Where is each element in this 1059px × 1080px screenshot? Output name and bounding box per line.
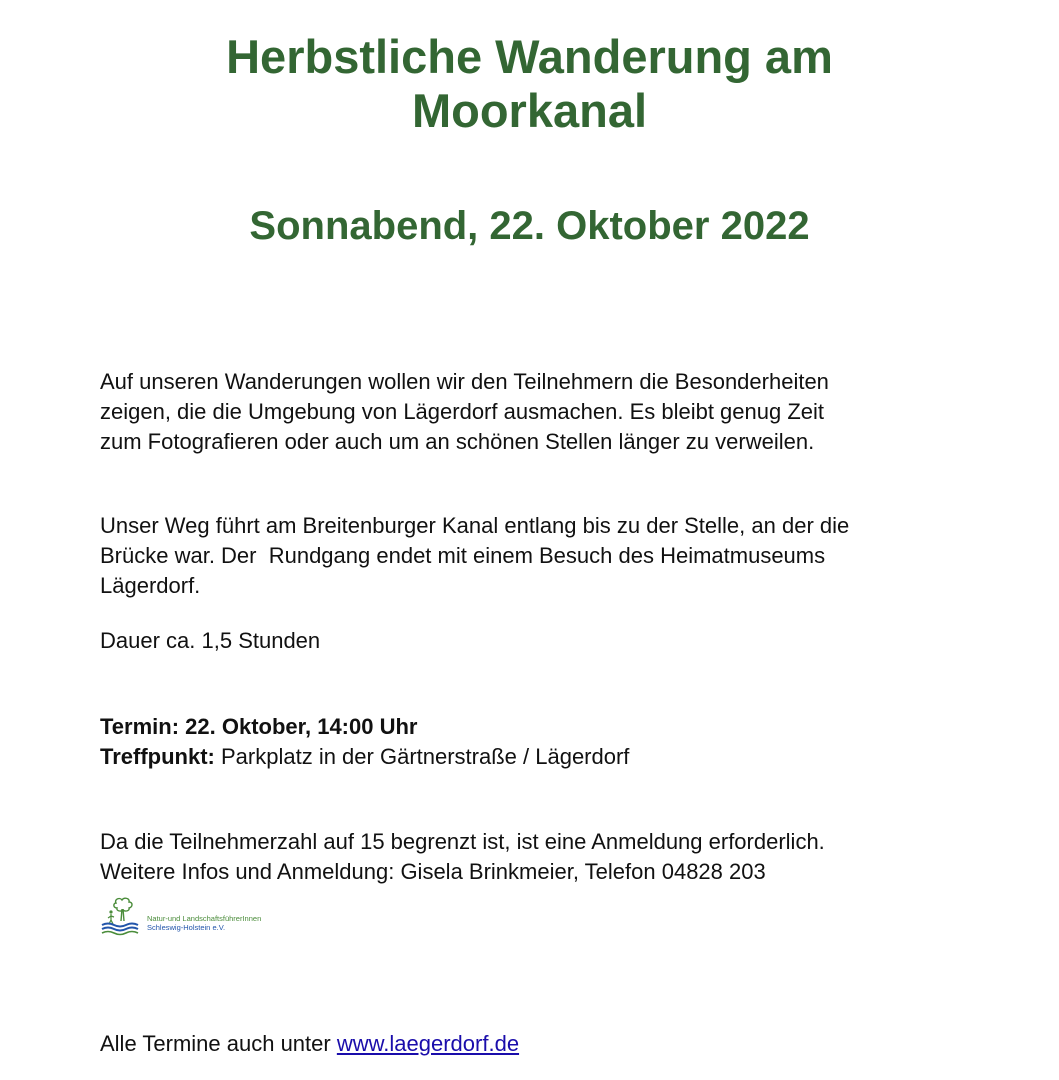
treffpunkt-label: Treffpunkt: — [100, 744, 215, 769]
logo-text-line-1: Natur-und LandschaftsführerInnen — [147, 914, 262, 923]
termin-line: Termin: 22. Oktober, 14:00 Uhr — [100, 714, 418, 739]
organization-logo — [100, 897, 280, 937]
logo-text-line-2: Schleswig-Holstein e.V. — [147, 923, 226, 932]
registration-paragraph — [100, 827, 980, 887]
intro-line-2: zeigen, die die Umgebung von Lägerdorf ausmachen. Es bleibt genug Zeit — [100, 399, 825, 424]
page-title — [0, 30, 1059, 138]
footer-prefix: Alle Termine auch unter — [100, 1031, 337, 1056]
appointment-block — [100, 712, 980, 772]
intro-line-3: zum Fotografieren oder auch um an schönen Stellen länger zu verweilen. — [100, 429, 815, 454]
intro-line-1: Auf unseren Wanderungen wollen wir den Teilnehmern die Besonderheiten — [100, 369, 829, 394]
route-line-3: Lägerdorf. — [100, 573, 201, 598]
route-line-2: Brücke war. Der Rundgang endet mit einem Besuch des Heimatmuseums — [100, 543, 826, 568]
registration-line-2: Weitere Infos und Anmeldung: Gisela Brinkmeier, Telefon 04828 203 — [100, 859, 766, 884]
route-paragraph — [100, 511, 980, 601]
title-line-1: Herbstliche Wanderung am — [226, 30, 833, 83]
intro-paragraph — [100, 367, 980, 457]
duration-text: Dauer ca. 1,5 Stunden — [100, 628, 321, 653]
footer-text — [100, 1029, 980, 1059]
treffpunkt-line — [100, 742, 980, 772]
treffpunkt-value: Parkplatz in der Gärtnerstraße / Lägerdorf — [214, 744, 630, 769]
website-link[interactable]: www.laegerdorf.de — [336, 1031, 520, 1056]
registration-line-1: Da die Teilnehmerzahl auf 15 begrenzt ist, ist eine Anmeldung erforderlich. — [100, 829, 825, 854]
event-date-heading: Sonnabend, 22. Oktober 2022 — [249, 204, 810, 248]
title-line-2: Moorkanal — [411, 84, 648, 137]
tree-and-water-icon — [100, 897, 148, 937]
route-line-1: Unser Weg führt am Breitenburger Kanal entlang bis zu der Stelle, an der die — [100, 513, 850, 538]
